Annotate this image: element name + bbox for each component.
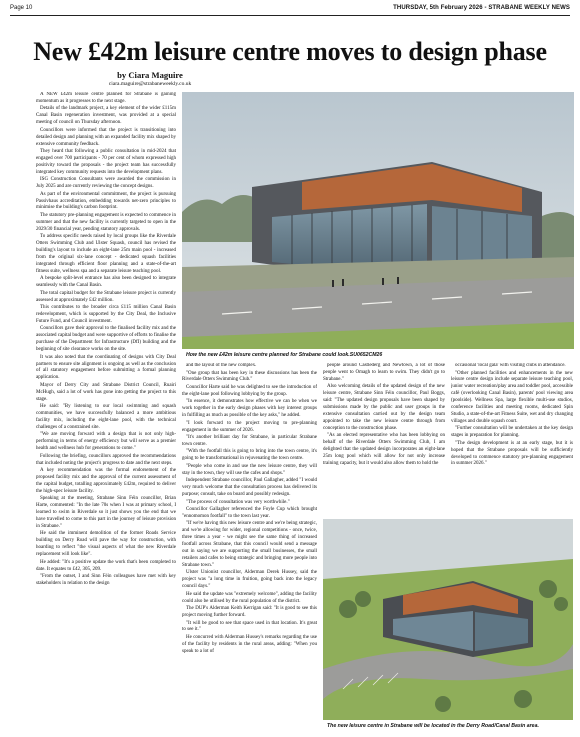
article-paragraph: Councillors gave their approval to the finalised facility mix and the associated capital budget and were supportive of efforts to finalise the purchase of the Department for Infrastructure (DfI) building and the beginning of site clearance works on the site. — [36, 326, 176, 353]
article-paragraph: "From the outset, I and Sinn Féin colleagues have met with key stakeholders in relation to the design — [36, 574, 176, 586]
article-paragraph: The total capital budget for the Strabane leisure project is currently assessed at approximately £42 million. — [36, 290, 176, 303]
article-column-1 — [36, 92, 176, 734]
article-paragraph: "Other planned facilities and enhancements in the new leisure centre design include separate leisure teaching pool, junior water recreation/play area and toddler pool, accessible café (overlooking Canal Basin), parents' pool viewing area (poolside). Wellness Spa, large flexible multi-use studios, conference facilities and meeting rooms, dedicated Spin Studio, a state-of-the-art Fitness Suite, wet and dry changing villages and double squash court. — [451, 370, 573, 424]
article-paragraph: He said: "By listening to our local swimming and squash communities, we have successfully balanced a more ambitious facility mix, including the eight-lane pool, with the technical challenges of a constrained site. — [36, 404, 176, 430]
article-paragraph: "The design development is at an early stage, but it is hoped that the Strabane proposals will be sufficiently developed to commence statutory pre-planning engagement in summer 2026." — [451, 440, 573, 467]
author-email: ciara.maguire@strabaneweekly.co.uk — [108, 81, 192, 87]
article-paragraph: "We are moving forward with a design that is not only high-performing in terms of energy efficiency but will serve as a premier health and wellness hub for generations to come." — [36, 432, 176, 452]
article-paragraph: To address specific needs raised by local groups like the Riverdale Otters Swimming Club and Ulster Squash, council has revised the building's layout to include an eight-lane 25m main pool - increased from the original six-lane concept - dedicated squash facilities integrated through efficient floor planning and a state-of-the-art fitness suite, wellness spa and a separate leisure teaching pool. — [36, 234, 176, 274]
article-paragraph: A key recommendation was the formal endorsement of the proposed facility mix and the approval of the current assessment of the capital budget, totalling approximately £42m, required to deliver the high-spec leisure facility. — [36, 468, 176, 494]
byline — [50, 70, 250, 87]
article-paragraph: "In essence, it demonstrates how effective we can be when we work together in the early design phases with key interest groups in fulfilling as much as possible of the key asks," he added. — [182, 399, 317, 419]
leisure-centre-render-photo — [182, 92, 574, 349]
article-paragraph: "I look forward to the project moving to pre-planning engagement in the summer of 2026. — [182, 420, 317, 433]
article-paragraph: "It's another brilliant day for Strabane, in particular Strabane town centre. — [182, 435, 317, 447]
article-paragraph: Independent Strabane councillor, Paul Gallagher, added "I would very much welcome that the consultation process has delivered its purpose; consult, take on board and possibly redesign. — [182, 478, 317, 498]
article-paragraph: They heard that following a public consultation in mid-2024 that engaged over 700 participants - 70 per cent of whom expressed high positivity toward the proposals - the project team has successfully integrated key community requests into the development plans. — [36, 149, 176, 175]
article-paragraph: Speaking at the meeting, Strabane Sinn Féin councillor, Brian Harte, commented: "In the late 70s when I was at primary school, I learned to swim in Riverdale so it just shows you the end that we have travelled to come to this part in the journey of leisure provision in Strabane." — [36, 496, 176, 529]
article-paragraph: "Further consultation will be undertaken at the key design stages in preparation for planning. — [451, 426, 573, 439]
article-paragraph: Details of the landmark project, a key element of the wider £115m Canal Basin regeneration investment, was provided at a special meeting of council on Thursday afternoon. — [36, 106, 176, 126]
headline: New £42m leisure centre moves to design phase — [33, 37, 547, 66]
article-paragraph: This contributes to the broader circa £115 million Canal Basin redevelopment, which is supported by the City Deal, the Inclusive Future Fund, and Council investment. — [36, 305, 176, 324]
article-paragraph: It was also noted that the coordinating of designs with City Deal partners to ensure site alignment is ongoing as well as the conclusion of all statutory engagement before submitting a formal planning application. — [36, 354, 176, 381]
article-paragraph: "With the footfall this is going to bring into the town centre, it's going to be transformational in rejuvenating the town centre. — [182, 449, 317, 462]
article-paragraph: A bespoke split-level entrance has also been designed to integrate seamlessly with the Canal Basin. — [36, 276, 176, 289]
article-paragraph: Following the briefing, councillors approved the recommendations that included noting the project's progress to date and the next steps. — [36, 453, 176, 466]
article-column-2 — [182, 363, 317, 734]
article-paragraph: As part of the environmental commitment, the project is pursuing Passivhaus accreditation, embedding towards net-zero principles to minimise the building's carbon footprint. — [36, 191, 176, 211]
article-paragraph: "If we're having this new leisure centre and we're being strategic, and we're allowing for wider, regional competitions - once, twice, three times a year - we might see the same thing of increased footfall across Strabane, that this council would send a message out in saying we are supporting the small businesses, the small retailers and cafes to being strategic and bringing more people into Strabane town." — [182, 521, 317, 568]
article-paragraph: A NEW £42m leisure centre planned for Strabane is gaining momentum as it progresses to the next stage. — [36, 92, 176, 104]
article-paragraph: "The process of consultation was very worthwhile." — [186, 499, 290, 505]
article-paragraph: Councillors were informed that the project is transitioning into detailed design and planning with an expanded facility mix shaped by extensive community feedback. — [36, 127, 176, 147]
photo-caption-second: The new leisure centre in Strabane will be located in the Derry Road/Canal Basin area. — [327, 723, 539, 729]
article-paragraph: and the layout of the new complex. — [186, 363, 257, 368]
article-paragraph: "People who come in and use the new leisure centre, they will stay in the town, they will use the cafes and shops." — [182, 463, 317, 476]
article-paragraph: Ulster Unionist councillor, Alderman Derek Hussey, said the project was "a long time in fruition, going back into the legacy council days." — [182, 570, 317, 590]
article-paragraph: ISG Construction Consultants were awarded the commission in July 2025 and are currently reviewing the concept designs. — [36, 177, 176, 190]
issue-line: THURSDAY, 5th February 2026 - STRABANE WEEKLY NEWS — [393, 5, 570, 11]
article-paragraph: He said the imminent demolition of the former Roads Service building on Derry Road will pave the way for construction, with hoarding to reflect "the visual aspects of what the new Riverdale replacement will look like". — [36, 531, 176, 558]
article-paragraph: He said the update was "extremely welcome", adding the facility could also be utilised by the rural population of the district. — [182, 591, 317, 604]
article-column-3 — [323, 363, 445, 513]
article-paragraph: The DUP's Alderman Keith Kerrigan said: "It is good to see this project moving further forward. — [182, 606, 317, 619]
page-header — [10, 2, 570, 14]
site-aerial-render-photo — [323, 519, 573, 720]
article-paragraph: "One group that has been key in these discussions has been the Riverdale Otters Swimming Club." — [182, 370, 317, 383]
photo-caption-main: How the new £42m leisure centre planned for Strabane could look.SU0652CM26 — [186, 352, 383, 358]
author-name: by Ciara Maguire — [117, 70, 183, 80]
article-paragraph: Also welcoming details of the updated design of the new leisure centre, Strabane Sinn Féin councillor, Paul Boggs, said: "The updated design proposals have been shaped by submissions made by the public and user groups in the extensive consultation carried out by the design team appointed to take the new leisure centre through from conception to the construction phase. — [323, 384, 445, 431]
article-paragraph: people around Castlederg and Newtown, a lot of those people went to Omagh to learn to swim. They didn't go to Strabane." — [323, 363, 445, 382]
article-paragraph: He added: "It's a positive update the work that's been completed to date. It equates to £42, 305, 209. — [36, 559, 176, 572]
article-paragraph: Mayor of Derry City and Strabane District Council, Ruairi McHugh, said a lot of work has gone into getting the project to this stage. — [36, 382, 176, 402]
article-paragraph: Councillor Harte said he was delighted to see the introduction of the eight-lane pool following lobbying by the group. — [182, 384, 317, 397]
article-paragraph: He concurred with Alderman Hussey's remarks regarding the use of the facility by residents in the rural areas, adding: "When you speak to a lot of — [182, 634, 317, 654]
article-paragraph: "As an elected representative who has been lobbying on behalf of the Riverdale Otters Swimming Club, I am delighted that the updated design incorporates an eight-lane 25m long pool which will allow for not only increase training capacity, but it would also allow them to hold the — [323, 433, 445, 466]
header-rule — [10, 15, 570, 16]
article-paragraph: "It will be good to see that space used in that location. It's great to see it." — [182, 620, 317, 633]
article-paragraph: Councillor Gallagher referenced the Foyle Cup which brought "ennomomon footfall" to the town last year. — [182, 507, 317, 519]
page-number: Page 10 — [10, 5, 33, 11]
article-paragraph: The statutory pre-planning engagement is expected to commence in summer and that the new facility is currently targeted to open in the 2029/30 financial year, pending statutory approvals. — [36, 212, 176, 232]
article-column-4 — [451, 363, 573, 513]
article-paragraph: occasional 'local gala' with visiting clubs in attendance. — [455, 363, 566, 368]
